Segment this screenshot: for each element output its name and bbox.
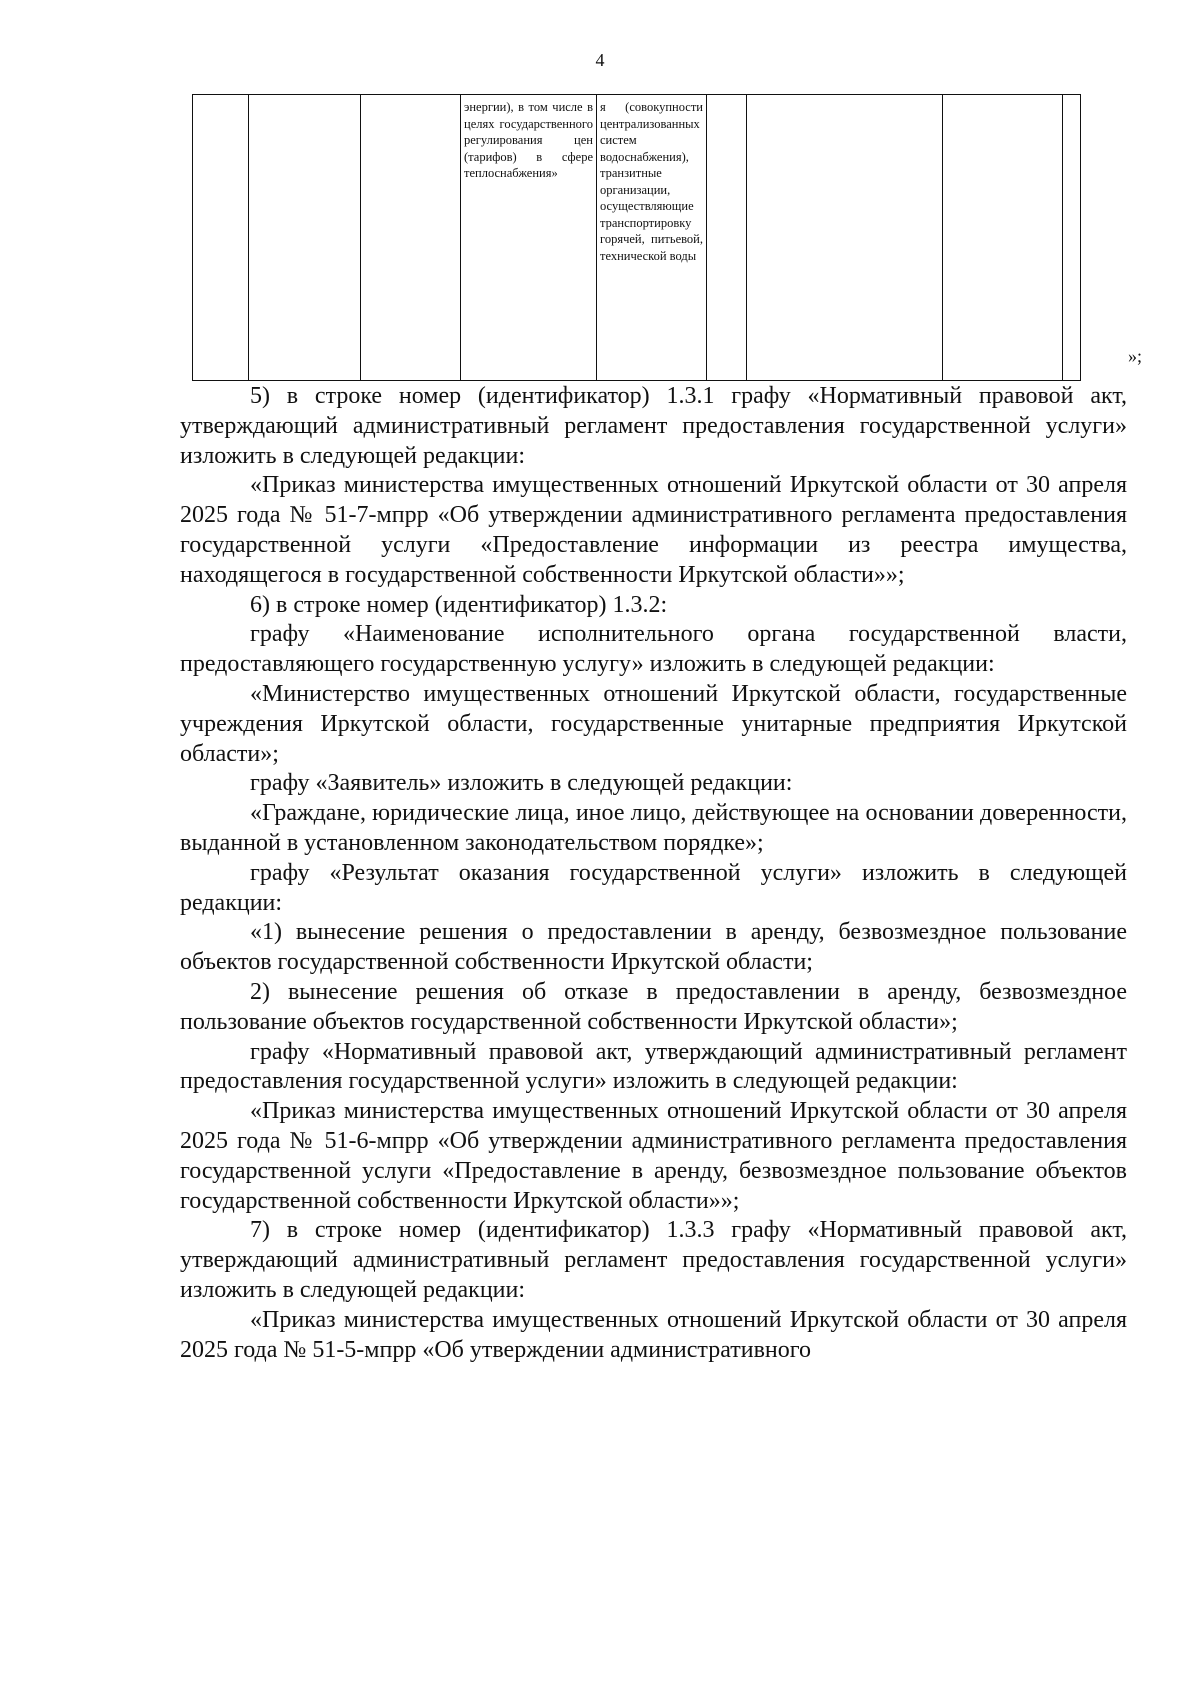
table-cell (707, 95, 747, 381)
paragraph: «Приказ министерства имущественных отношений Иркутской области от 30 апреля 2025 года № 51-7-мпрр «Об утверждении административного регламента предоставления государственной услуги «Предоставление информации из реестра имущества, находящегося в государственной собственности Иркутской области»»; (180, 472, 1127, 588)
page-number: 4 (595, 50, 605, 70)
paragraph: графу «Нормативный правовой акт, утверждающий административный регламент предоставления государственной услуги» изложить в следующей редакции: (180, 1038, 1127, 1095)
table-cell (747, 95, 943, 381)
continued-table (192, 94, 1081, 381)
paragraph: графу «Заявитель» изложить в следующей редакции: (250, 770, 793, 797)
paragraph: графу «Результат оказания государственной услуги» изложить в следующей редакции: (180, 859, 1127, 916)
paragraph: «Приказ министерства имущественных отношений Иркутской области от 30 апреля 2025 года № 51-5-мпрр «Об утверждении административного (180, 1306, 1127, 1363)
paragraph: 2) вынесение решения об отказе в предоставлении в аренду, безвозмездное пользование объектов государственной собственности Иркутской области»; (180, 978, 1127, 1035)
table-end-mark: »; (1128, 346, 1143, 366)
paragraph: «1) вынесение решения о предоставлении в аренду, безвозмездное пользование объектов государственной собственности Иркутской области; (180, 919, 1127, 976)
table-cell-col4: энергии), в том числе в целях государственного регулирования цен (тарифов) в сфере теплоснабжения» (461, 95, 597, 381)
table-cell (249, 95, 361, 381)
table-cell-col5: я (совокупности централизованных систем водоснабжения), транзитные организации, осуществляющие транспортировку горячей, питьевой, технической воды (597, 95, 707, 381)
document-body (180, 382, 1127, 1365)
paragraph: 6) в строке номер (идентификатор) 1.3.2: (250, 591, 668, 618)
paragraph: «Граждане, юридические лица, иное лицо, действующее на основании доверенности, выданной в установленном законодательством порядке»; (180, 800, 1127, 856)
table-cell (193, 95, 249, 381)
paragraph: графу «Наименование исполнительного органа государственной власти, предоставляющего государственную услугу» изложить в следующей редакции: (180, 621, 1127, 678)
table-cell (1063, 95, 1081, 381)
paragraph: «Министерство имущественных отношений Иркутской области, государственные учреждения Иркутской области, государственные унитарные предприятия Иркутской области»; (180, 680, 1127, 767)
table-cell (361, 95, 461, 381)
paragraph: «Приказ министерства имущественных отношений Иркутской области от 30 апреля 2025 года № 51-6-мпрр «Об утверждении административного регламента предоставления государственной услуги «Предоставление в аренду, безвозмездное пользование объектов государственной собственности Иркутской области»»; (180, 1098, 1127, 1214)
table-row (193, 95, 1081, 381)
paragraph: 7) в строке номер (идентификатор) 1.3.3 графу «Нормативный правовой акт, утверждающий административный регламент предоставления государственной услуги» изложить в следующей редакции: (180, 1217, 1127, 1303)
table-cell (943, 95, 1063, 381)
paragraph: 5) в строке номер (идентификатор) 1.3.1 графу «Нормативный правовой акт, утверждающий административный регламент предоставления государственной услуги» изложить в следующей редакции: (180, 383, 1127, 469)
